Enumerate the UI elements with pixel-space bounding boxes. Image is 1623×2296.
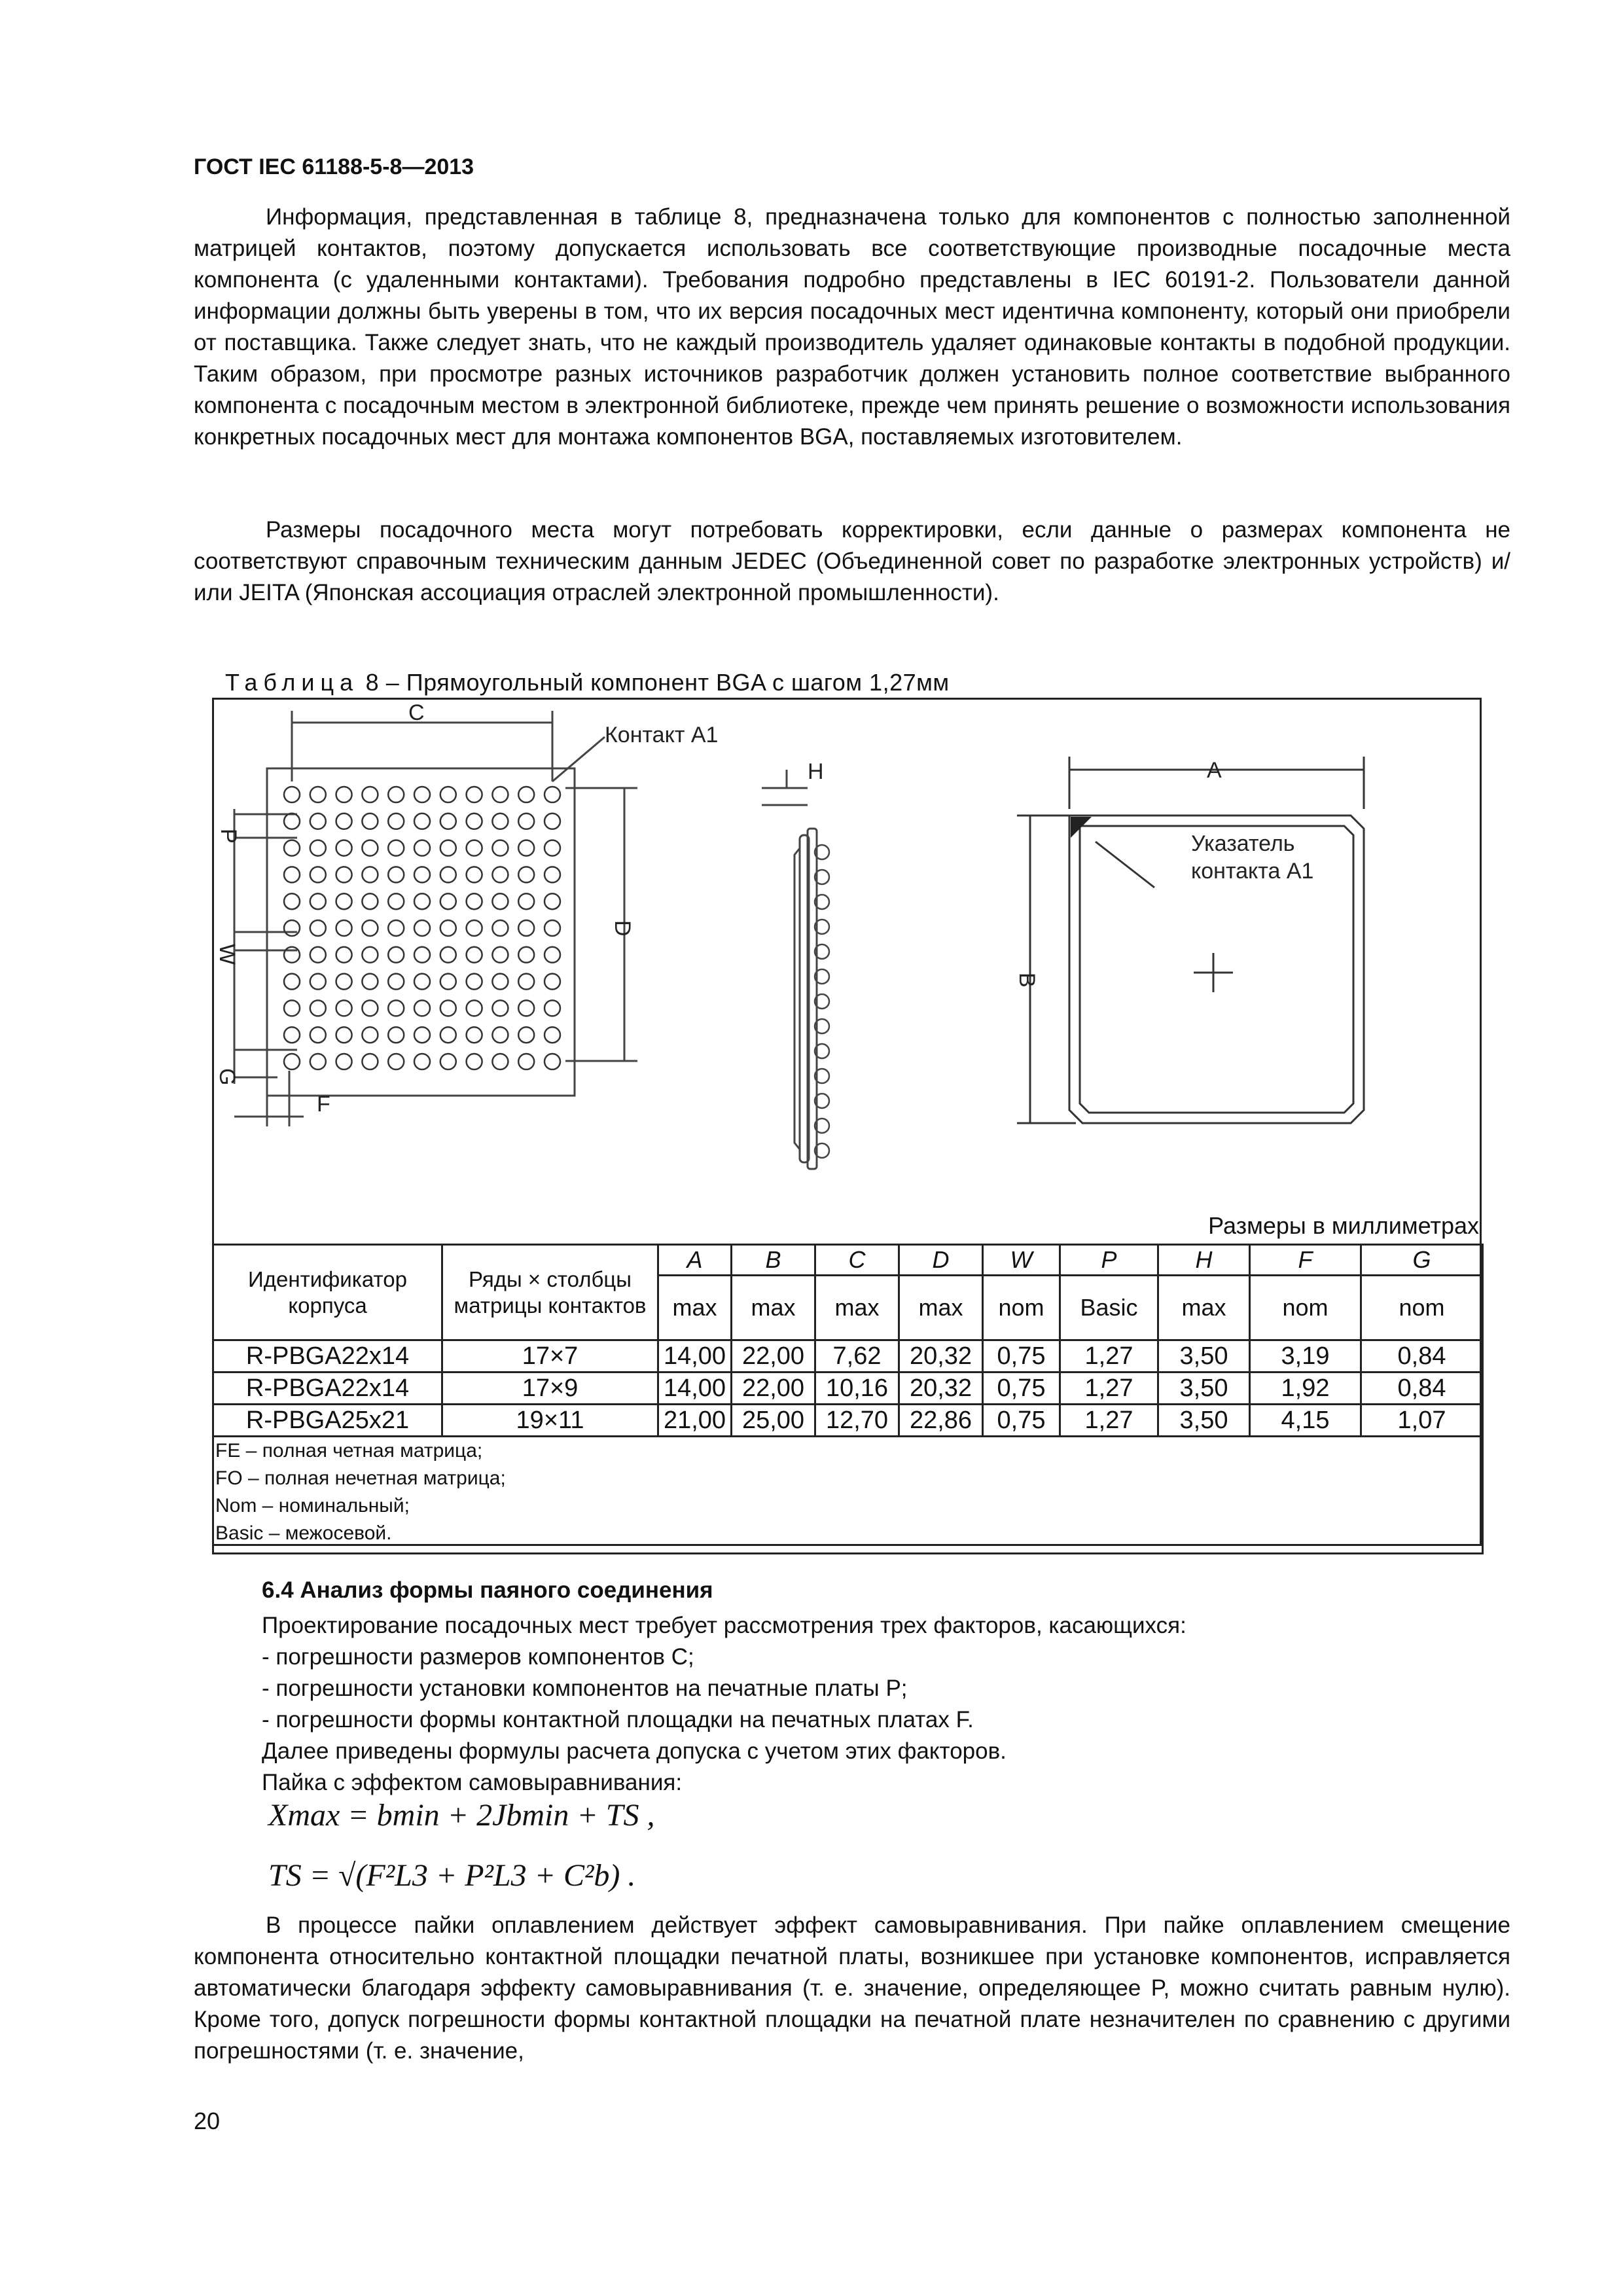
solder-ball — [544, 947, 560, 963]
solder-ball — [414, 893, 430, 909]
solder-ball — [467, 1027, 482, 1043]
solder-ball — [518, 947, 534, 963]
caption-word: Таблица — [225, 669, 359, 696]
solder-ball — [336, 1054, 352, 1069]
section-line: - погрешности установки компонентов на печатные платы P; — [262, 1676, 908, 1701]
label-d: D — [610, 920, 635, 937]
pointer-label-1: Указатель — [1191, 831, 1295, 856]
cell-value: 1,27 — [1060, 1405, 1158, 1437]
ball-grid — [284, 787, 560, 1069]
section-line: - погрешности размеров компонентов C; — [262, 1644, 694, 1670]
solder-ball — [388, 787, 404, 802]
solder-ball — [310, 974, 326, 990]
solder-ball — [518, 920, 534, 936]
cell-id: R-PBGA25x21 — [213, 1405, 442, 1437]
label-p: P — [216, 829, 241, 844]
cell-id: R-PBGA22x14 — [213, 1340, 442, 1372]
table-row — [213, 1405, 1483, 1437]
solder-ball — [467, 947, 482, 963]
solder-ball — [336, 947, 352, 963]
solder-ball — [414, 974, 430, 990]
solder-ball — [518, 1027, 534, 1043]
solder-ball — [544, 893, 560, 909]
solder-ball — [388, 1054, 404, 1069]
section-title: 6.4 Анализ формы паяного соединения — [262, 1577, 713, 1603]
col-kind: nom — [1250, 1276, 1361, 1340]
solder-ball — [336, 974, 352, 990]
solder-ball — [492, 893, 508, 909]
cell-value: 3,50 — [1158, 1372, 1250, 1405]
solder-ball — [544, 1027, 560, 1043]
solder-ball — [310, 947, 326, 963]
solder-ball — [414, 840, 430, 856]
solder-ball — [310, 1000, 326, 1016]
solder-ball — [284, 814, 300, 829]
solder-ball — [310, 867, 326, 882]
solder-ball — [336, 840, 352, 856]
cell-value: 22,00 — [732, 1340, 815, 1372]
solder-ball — [388, 947, 404, 963]
solder-ball — [362, 1000, 378, 1016]
solder-ball — [414, 867, 430, 882]
solder-ball — [414, 1054, 430, 1069]
solder-ball — [544, 920, 560, 936]
solder-ball — [492, 974, 508, 990]
solder-ball — [467, 1054, 482, 1069]
solder-ball — [284, 867, 300, 882]
solder-ball — [518, 1000, 534, 1016]
solder-ball — [518, 814, 534, 829]
cell-value: 0,84 — [1361, 1340, 1483, 1372]
cell-value: 3,19 — [1250, 1340, 1361, 1372]
pin-a1-marker — [1071, 817, 1092, 838]
solder-ball — [440, 947, 456, 963]
solder-ball — [310, 814, 326, 829]
cell-value: 10,16 — [815, 1372, 899, 1405]
col-letter: W — [983, 1245, 1060, 1276]
dimension-table — [212, 1244, 1484, 1554]
solder-ball — [362, 840, 378, 856]
cell-value: 12,70 — [815, 1405, 899, 1437]
solder-ball — [284, 947, 300, 963]
col-letter: H — [1158, 1245, 1250, 1276]
solder-ball — [544, 974, 560, 990]
solder-ball — [544, 867, 560, 882]
solder-ball — [336, 787, 352, 802]
solder-ball — [518, 974, 534, 990]
solder-ball — [518, 893, 534, 909]
section-line: Далее приведены формулы расчета допуска с учетом этих факторов. — [262, 1738, 1007, 1764]
solder-ball — [492, 1000, 508, 1016]
table-notes — [213, 1437, 1483, 1554]
solder-ball — [362, 920, 378, 936]
cell-value: 0,75 — [983, 1405, 1060, 1437]
matrix-header-bottom: матрицы контактов — [454, 1293, 647, 1318]
solder-ball — [284, 787, 300, 802]
solder-ball — [414, 920, 430, 936]
table-row — [213, 1372, 1483, 1405]
solder-ball — [467, 1000, 482, 1016]
cell-value: 22,86 — [899, 1405, 983, 1437]
solder-ball — [492, 787, 508, 802]
solder-ball — [467, 920, 482, 936]
solder-ball — [440, 1027, 456, 1043]
table-caption — [225, 669, 950, 696]
solder-ball — [440, 787, 456, 802]
section-line: Пайка с эффектом самовыравнивания: — [262, 1770, 683, 1795]
cell-id: R-PBGA22x14 — [213, 1372, 442, 1405]
solder-ball — [467, 893, 482, 909]
label-c: C — [408, 700, 425, 725]
solder-ball — [440, 867, 456, 882]
col-letter: C — [815, 1245, 899, 1276]
solder-ball — [467, 867, 482, 882]
cell-value: 1,27 — [1060, 1340, 1158, 1372]
solder-ball — [362, 1027, 378, 1043]
solder-ball — [388, 814, 404, 829]
solder-ball — [518, 787, 534, 802]
units-label: Размеры в миллиметрах — [1208, 1212, 1479, 1239]
col-letter: A — [658, 1245, 732, 1276]
solder-ball — [544, 1054, 560, 1069]
solder-ball — [492, 920, 508, 936]
cell-value: 4,15 — [1250, 1405, 1361, 1437]
solder-ball — [492, 1027, 508, 1043]
col-kind: nom — [983, 1276, 1060, 1340]
solder-ball — [440, 920, 456, 936]
solder-ball — [310, 920, 326, 936]
label-g: G — [215, 1068, 240, 1086]
solder-ball — [284, 1054, 300, 1069]
solder-ball — [414, 1000, 430, 1016]
solder-ball — [362, 814, 378, 829]
solder-ball — [440, 1000, 456, 1016]
section-line: - погрешности формы контактной площадки на печатных платах F. — [262, 1707, 974, 1732]
cell-matrix: 19×11 — [442, 1405, 658, 1437]
label-w: W — [215, 944, 240, 965]
col-kind: max — [732, 1276, 815, 1340]
solder-ball — [284, 974, 300, 990]
cell-value: 14,00 — [658, 1372, 732, 1405]
solder-ball — [518, 867, 534, 882]
col-kind: nom — [1361, 1276, 1483, 1340]
intro-paragraph: Информация, представленная в таблице 8, предназначена только для компонентов с полностью заполненной матрицей контактов, поэтому допускается использовать все соответствующие производные посадочные места компонента (с удаленными контактами). Требования подробно представлены в IEC 60191-2. Пользователи данной информации должны быть уверены в том, что их версия посадочных мест идентична компоненту, который они приобрели от поставщика. Также следует знать, что не каждый производитель удаляет одинаковые контакты в подобной продукции. Таким образом, при просмотре разных источников разработчик должен установить полное соответствие выбранного компонента с посадочным местом в электронной библиотеке, прежде чем принять решение о возможности использования конкретных посадочных мест для монтажа компонентов BGA, поставляемых изготовителем. — [194, 204, 1510, 450]
col-letter: F — [1250, 1245, 1361, 1276]
solder-ball — [440, 1054, 456, 1069]
top-view — [1017, 757, 1364, 1123]
solder-ball — [544, 1000, 560, 1016]
intro-paragraph-2: Размеры посадочного места могут потребовать корректировки, если данные о размерах компонента не соответствуют справочным техническим данным JEDEC (Объединенной совет по разработке электронных устройств) и/или JEITA (Японская ассоциация отраслей электронной промышленности). — [194, 517, 1510, 605]
col-header-matrix — [442, 1245, 658, 1340]
label-h: H — [808, 759, 824, 784]
solder-ball — [544, 840, 560, 856]
cell-value: 25,00 — [732, 1405, 815, 1437]
solder-ball — [362, 1054, 378, 1069]
solder-ball — [492, 1054, 508, 1069]
cell-matrix: 17×7 — [442, 1340, 658, 1372]
solder-ball — [492, 840, 508, 856]
cell-value: 7,62 — [815, 1340, 899, 1372]
solder-ball — [544, 814, 560, 829]
solder-ball — [336, 920, 352, 936]
solder-ball — [440, 893, 456, 909]
solder-ball — [467, 974, 482, 990]
solder-ball — [492, 814, 508, 829]
solder-ball — [388, 974, 404, 990]
solder-ball — [336, 1000, 352, 1016]
note-line: Basic – межосевой. — [215, 1522, 392, 1544]
cell-value: 1,07 — [1361, 1405, 1483, 1437]
solder-ball — [440, 840, 456, 856]
cell-value: 14,00 — [658, 1340, 732, 1372]
col-kind: max — [899, 1276, 983, 1340]
solder-ball — [310, 1027, 326, 1043]
solder-ball — [518, 1054, 534, 1069]
label-f: F — [317, 1092, 330, 1117]
solder-ball — [544, 787, 560, 802]
col-letter: D — [899, 1245, 983, 1276]
cell-value: 20,32 — [899, 1372, 983, 1405]
table-row — [213, 1340, 1483, 1372]
note-line: Nom – номинальный; — [215, 1495, 410, 1516]
col-header-id: Идентификатор корпуса — [213, 1245, 442, 1340]
bga-figure — [212, 698, 1482, 1215]
solder-ball — [310, 893, 326, 909]
solder-ball — [467, 840, 482, 856]
cell-value: 22,00 — [732, 1372, 815, 1405]
col-kind: max — [815, 1276, 899, 1340]
caption-rest: 8 – Прямоугольный компонент BGA с шагом 1,27мм — [365, 669, 950, 696]
solder-ball — [467, 787, 482, 802]
solder-ball — [388, 1027, 404, 1043]
cell-value: 0,75 — [983, 1340, 1060, 1372]
note-line: FO – полная нечетная матрица; — [215, 1467, 506, 1489]
label-contact-a1: Контакт A1 — [605, 723, 719, 747]
page-number: 20 — [194, 2108, 221, 2134]
solder-ball — [414, 787, 430, 802]
solder-ball — [467, 814, 482, 829]
solder-ball — [388, 920, 404, 936]
solder-ball — [284, 1027, 300, 1043]
col-letter: P — [1060, 1245, 1158, 1276]
cell-value: 3,50 — [1158, 1405, 1250, 1437]
solder-ball — [362, 893, 378, 909]
solder-ball — [336, 893, 352, 909]
side-view — [762, 770, 817, 1169]
formula-ts: TS = √(F²L3 + P²L3 + C²b) . — [268, 1858, 636, 1893]
solder-ball — [440, 974, 456, 990]
cell-value: 21,00 — [658, 1405, 732, 1437]
solder-ball — [414, 947, 430, 963]
cell-value: 1,27 — [1060, 1372, 1158, 1405]
solder-ball — [362, 947, 378, 963]
cell-value: 20,32 — [899, 1340, 983, 1372]
cell-value: 1,92 — [1250, 1372, 1361, 1405]
col-letter: G — [1361, 1245, 1483, 1276]
closing-paragraph: В процессе пайки оплавлением действует эффект самовыравнивания. При пайке оплавлением смещение компонента относительно контактной площадки печатной платы, возникшее при установке компонентов, исправляется автоматически благодаря эффекту самовыравнивания (т. е. значение, определяющее P, можно считать равным нулю). Кроме того, допуск погрешности формы контактной площадки на печатной плате незначителен по сравнению с другими погрешностями (т. е. значение, — [194, 1912, 1510, 2064]
solder-ball — [414, 814, 430, 829]
solder-ball — [310, 840, 326, 856]
solder-ball — [388, 867, 404, 882]
cell-matrix: 17×9 — [442, 1372, 658, 1405]
document-header: ГОСТ IEC 61188-5-8—2013 — [194, 154, 474, 179]
solder-ball — [388, 893, 404, 909]
solder-ball — [284, 1000, 300, 1016]
solder-ball — [284, 893, 300, 909]
solder-ball — [492, 947, 508, 963]
solder-ball — [284, 920, 300, 936]
col-kind: max — [1158, 1276, 1250, 1340]
label-b: B — [1014, 973, 1039, 988]
formula-xmax: Xmax = bmin + 2Jbmin + TS , — [268, 1798, 655, 1833]
solder-ball — [414, 1027, 430, 1043]
solder-ball — [440, 814, 456, 829]
solder-ball — [362, 787, 378, 802]
solder-ball — [388, 840, 404, 856]
solder-ball — [284, 840, 300, 856]
cell-value: 0,75 — [983, 1372, 1060, 1405]
solder-ball — [310, 1054, 326, 1069]
pointer-label-2: контакта A1 — [1191, 859, 1314, 884]
solder-ball — [362, 974, 378, 990]
solder-ball — [492, 867, 508, 882]
cell-value: 0,84 — [1361, 1372, 1483, 1405]
note-line: FE – полная четная матрица; — [215, 1440, 483, 1462]
cell-value: 3,50 — [1158, 1340, 1250, 1372]
bga-package-outline — [267, 768, 575, 1096]
solder-ball — [336, 814, 352, 829]
solder-ball — [310, 787, 326, 802]
label-a: A — [1207, 758, 1222, 783]
solder-ball — [518, 840, 534, 856]
solder-ball — [336, 1027, 352, 1043]
solder-ball — [336, 867, 352, 882]
matrix-header-top: Ряды × столбцы — [468, 1266, 632, 1291]
solder-ball — [362, 867, 378, 882]
section-line: Проектирование посадочных мест требует рассмотрения трех факторов, касающихся: — [262, 1613, 1186, 1638]
solder-ball — [388, 1000, 404, 1016]
col-kind: Basic — [1060, 1276, 1158, 1340]
col-letter: B — [732, 1245, 815, 1276]
col-kind: max — [658, 1276, 732, 1340]
